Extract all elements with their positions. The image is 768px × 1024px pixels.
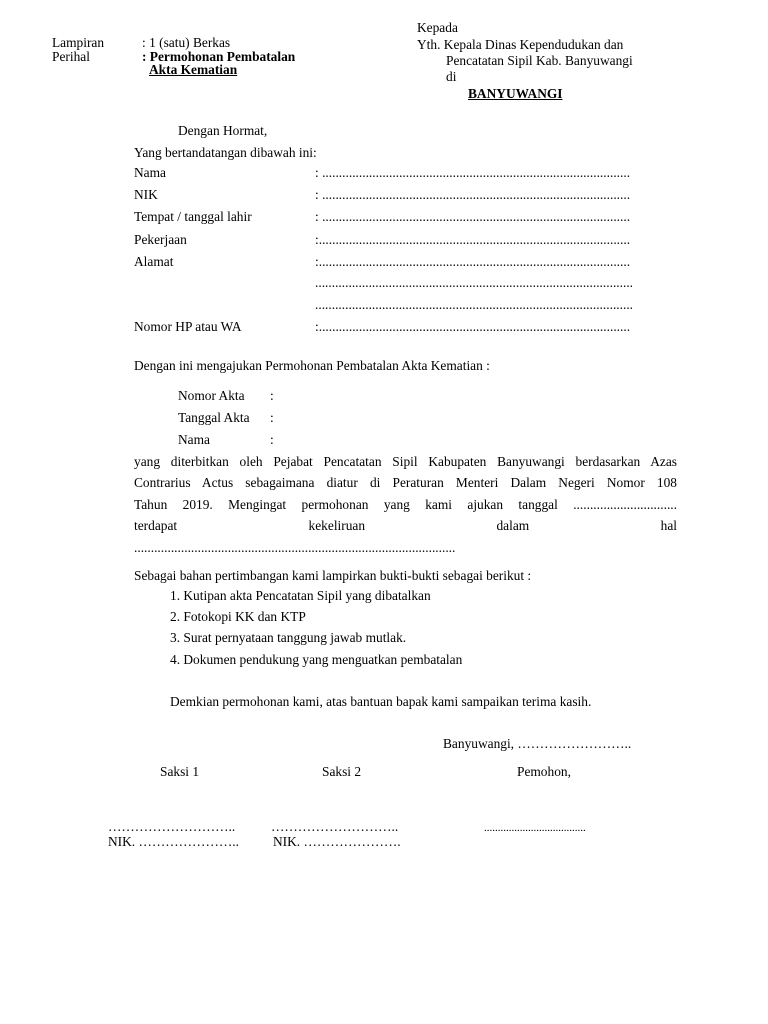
saksi1-label: Saksi 1 — [160, 764, 200, 779]
list-item: 2. Fotokopi KK dan KTP — [170, 609, 306, 624]
perihal-label: Perihal — [52, 49, 90, 64]
field-label-nik: NIK — [134, 187, 158, 202]
paragraph-line: Contrarius Actus sebagaimana diatur di Peraturan Menteri Dalam Negeri Nomor 108 — [134, 475, 677, 490]
akta-colon-nomor: : — [270, 388, 274, 403]
list-item: 1. Kutipan akta Pencatatan Sipil yang dibatalkan — [170, 588, 431, 603]
akta-label-nomor: Nomor Akta — [178, 388, 245, 403]
field-value-ttl: : ............................................................................................ — [315, 209, 631, 224]
paragraph-last-line: ................................................................................................ — [134, 540, 456, 555]
perihal-value-line2: Akta Kematian — [149, 62, 238, 77]
recipient-line2: Pencatatan Sipil Kab. Banyuwangi — [446, 53, 633, 68]
field-label-nama: Nama — [134, 165, 166, 180]
recipient-line1: Yth. Kepala Dinas Kependudukan dan — [417, 37, 624, 52]
pemohon-label: Pemohon, — [517, 764, 571, 779]
akta-colon-tanggal: : — [270, 410, 274, 425]
field-value-alamat-3: ............................................................................................... — [315, 297, 634, 312]
saksi1-nik: NIK. ………………….. — [108, 834, 239, 849]
akta-label-tanggal: Tanggal Akta — [178, 410, 250, 425]
place-date: Banyuwangi, …………………….. — [443, 736, 632, 751]
akta-label-nama: Nama — [178, 432, 210, 447]
field-value-nik: : ............................................................................................ — [315, 187, 631, 202]
field-label-alamat: Alamat — [134, 254, 174, 269]
paragraph-line: yang diterbitkan oleh Pejabat Pencatatan Sipil Kabupaten Banyuwangi berdasarkan Azas — [134, 454, 677, 469]
lampiran-value: : 1 (satu) Berkas — [142, 35, 231, 50]
field-label-pekerjaan: Pekerjaan — [134, 232, 187, 247]
saksi2-label: Saksi 2 — [322, 764, 362, 779]
evidence-intro: Sebagai bahan pertimbangan kami lampirkan bukti-bukti sebagai berikut : — [134, 568, 532, 583]
recipient-kepada: Kepada — [417, 20, 458, 35]
list-item: 3. Surat pernyataan tanggung jawab mutlak. — [170, 630, 407, 645]
field-value-hp: :............................................................................................. — [315, 319, 631, 334]
lampiran-label: Lampiran — [52, 35, 105, 50]
saksi2-nik: NIK. …………………. — [273, 834, 401, 849]
saksi1-sign-line: ……………………….. — [108, 819, 236, 834]
request-intro: Dengan ini mengajukan Permohonan Pembatalan Akta Kematian : — [134, 358, 490, 373]
greeting: Dengan Hormat, — [178, 123, 268, 138]
perihal-value-line1: : Permohonan Pembatalan — [142, 49, 296, 64]
field-label-ttl: Tempat / tanggal lahir — [134, 209, 252, 224]
recipient-di: di — [446, 69, 457, 84]
intro: Yang bertandatangan dibawah ini: — [134, 145, 317, 160]
akta-colon-nama: : — [270, 432, 274, 447]
field-value-pekerjaan: :............................................................................................. — [315, 232, 631, 247]
field-label-hp: Nomor HP atau WA — [134, 319, 242, 334]
saksi2-sign-line: ……………………….. — [271, 819, 399, 834]
paragraph-line: terdapat kekeliruan dalam hal — [134, 518, 677, 533]
paragraph-line: Tahun 2019. Mengingat permohonan yang kami ajukan tanggal ............................... — [134, 497, 677, 512]
closing: Demkian permohonan kami, atas bantuan bapak kami sampaikan terima kasih. — [170, 694, 592, 709]
field-value-alamat-2: ............................................................................................... — [315, 275, 634, 290]
list-item: 4. Dokumen pendukung yang menguatkan pembatalan — [170, 652, 463, 667]
field-value-nama: : ............................................................................................ — [315, 165, 631, 180]
pemohon-sign-line: ..................................... — [484, 822, 586, 834]
recipient-city: BANYUWANGI — [468, 86, 563, 101]
field-value-alamat: :............................................................................................. — [315, 254, 631, 269]
